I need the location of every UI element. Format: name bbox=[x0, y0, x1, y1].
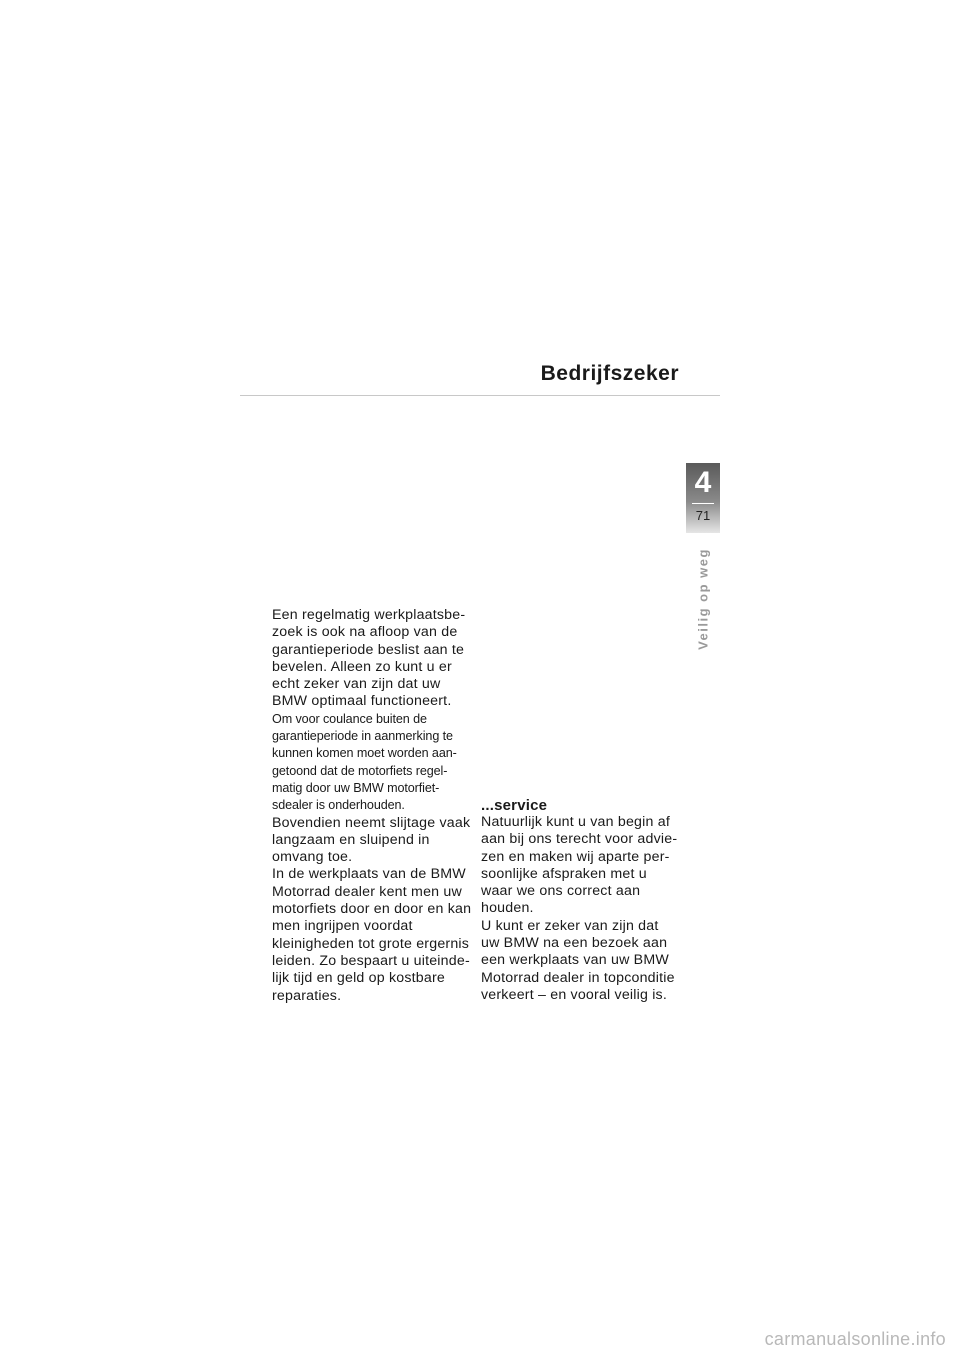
left-paragraph-1: Een regelmatig werkplaatsbezoek is ook na afloop van de garantieperiode beslist aan te bevelen. Alleen zo kunt u er echt zeker van zijn dat uw BMW optimaal functioneert. bbox=[272, 607, 466, 710]
right-paragraph-1: Natuurlijk kunt u van begin af aan bij ons terecht voor adviezen en maken wij aparte persoonlijke afspraken met u waar we ons correct aan houden. bbox=[481, 814, 678, 917]
chapter-tab bbox=[686, 463, 720, 533]
watermark: carmanualsonline.info bbox=[764, 1329, 946, 1349]
service-subheading: ...service bbox=[481, 797, 548, 814]
right-column bbox=[481, 797, 681, 1004]
left-column bbox=[272, 607, 472, 1005]
section-label: Veilig op weg bbox=[695, 548, 711, 650]
chapter-divider bbox=[692, 503, 714, 504]
left-paragraph-2: Om voor coulance buiten de garantieperiode in aanmerking te kunnen komen moet worden aangetoond dat de motorfiets regelmatig door uw BMW motorfietsdealer is onderhouden. bbox=[272, 711, 457, 813]
chapter-number: 4 bbox=[694, 466, 712, 499]
page-number: 71 bbox=[695, 508, 711, 523]
page-title: Bedrijfszeker bbox=[540, 362, 679, 385]
left-paragraph-3: Bovendien neemt slijtage vaak langzaam en sluipend in omvang toe. bbox=[272, 814, 471, 866]
right-paragraph-2: U kunt er zeker van zijn dat uw BMW na een bezoek aan een werkplaats van uw BMW Motorrad dealer in topconditie verkeert – en vooral veilig is. bbox=[481, 917, 675, 1003]
header-divider bbox=[240, 395, 720, 396]
left-paragraph-4: In de werkplaats van de BMW Motorrad dealer kent men uw motorfiets door en door en kan men ingrijpen voordat kleinigheden tot grote ergernis leiden. Zo bespaart u uiteindelijk tijd en geld op kostbare reparaties. bbox=[272, 866, 472, 1004]
